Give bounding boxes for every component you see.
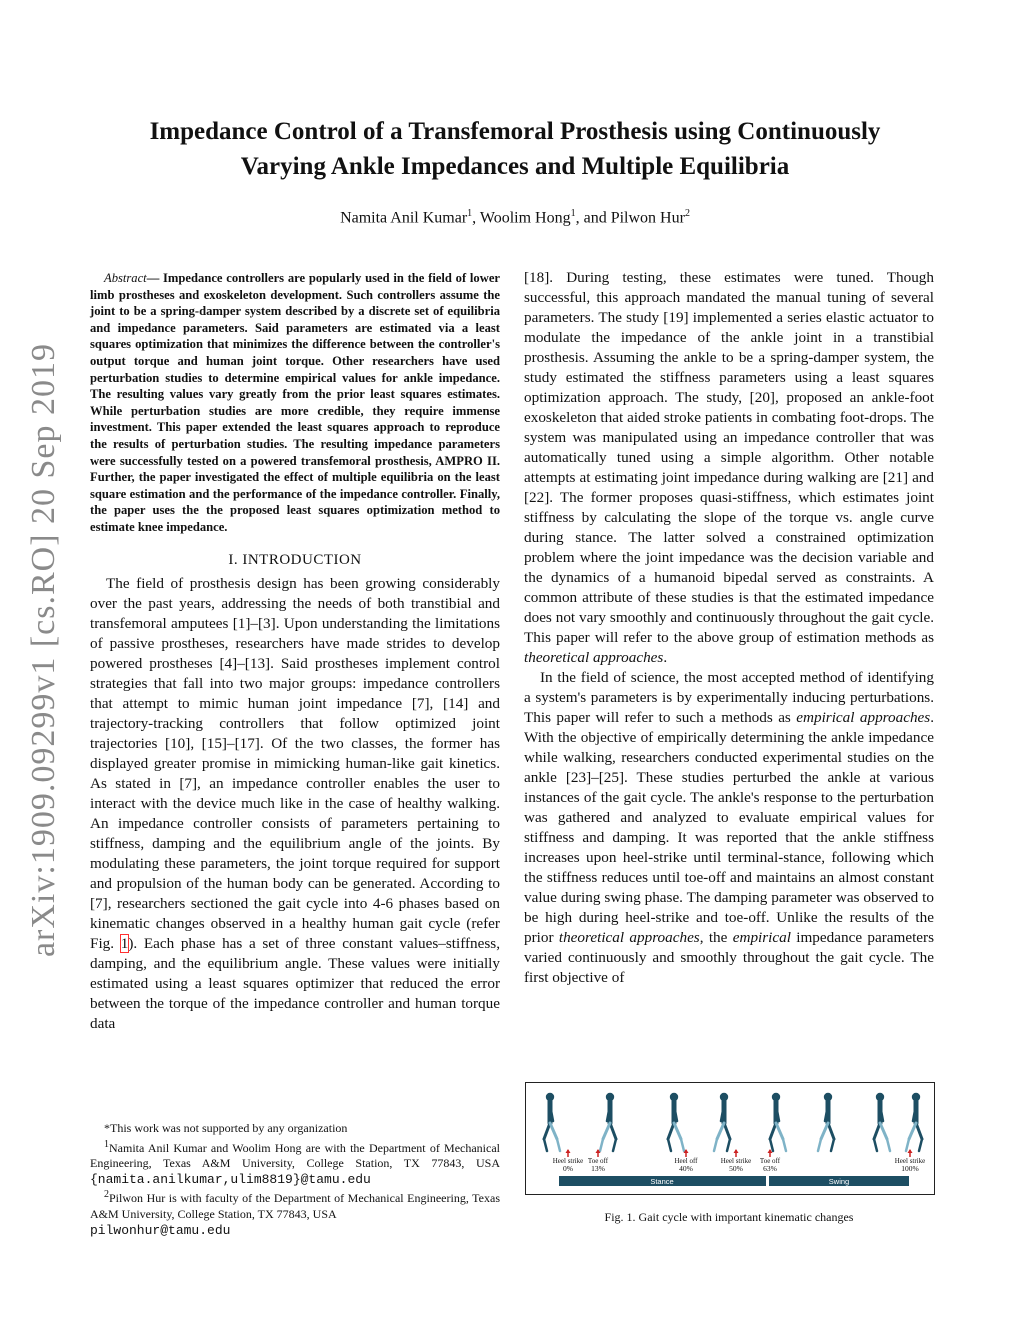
title-line-1: Impedance Control of a Transfemoral Prosthesis using Continuously bbox=[149, 118, 881, 145]
figure-leg bbox=[770, 1139, 773, 1151]
prosthetic-leg bbox=[906, 1139, 909, 1151]
figure-leg bbox=[770, 1123, 776, 1139]
event-percentage: 13% bbox=[591, 1164, 605, 1173]
paragraph-text: . bbox=[663, 649, 668, 666]
abstract-text: — Impedance controllers are popularly used in the field of lower limb prostheses and exoskeleton development. Such controllers assume the joint to be a spring-damper system described by a discrete set of equilibria and impedance parameters. Said parameters are estimated via a least squares optimization that minimizes the difference between the controller's output torque and human joint torque. Other researchers have used perturbation studies to determine empirical values for ankle impedance. The resulting values vary greatly from the prior least squares estimates. While perturbation studies are more credible, they require immense investment. This paper extended the least squares approach to reproduce the results of perturbation studies. The resulting impedance parameters were successfully tested on a powered transfemoral prosthesis, AMPRO II. Further, the paper investigated the effect of multiple equilibria on the least square estimation and the performance of the impedance controller. Finally, the paper uses the the proposed least squares optimization method to estimate knee impedance. bbox=[90, 271, 500, 534]
prosthetic-leg bbox=[821, 1123, 828, 1139]
footnote-marker: 2 bbox=[104, 1189, 109, 1201]
event-label: Heel strike bbox=[894, 1157, 926, 1165]
author-list: Namita Anil Kumar$^1$, Woolim Hong$^1$, and Pilwon Hur$^2$ bbox=[340, 208, 690, 227]
body-paragraph bbox=[524, 668, 934, 988]
event-arrow-head bbox=[908, 1149, 913, 1153]
author-name: Woolim Hong bbox=[479, 209, 571, 227]
event-percentage: 100% bbox=[901, 1164, 919, 1173]
figure-leg bbox=[828, 1123, 834, 1139]
prosthetic-leg bbox=[557, 1139, 560, 1151]
event-label: Heel off bbox=[674, 1157, 698, 1165]
email-address: {namita.anilkumar,ulim8819}@tamu.edu bbox=[90, 1171, 371, 1187]
intro-paragraph bbox=[90, 574, 500, 1034]
prosthetic-leg bbox=[776, 1123, 783, 1139]
figure-leg bbox=[668, 1139, 671, 1151]
emphasis-text: theoretical approaches bbox=[558, 929, 700, 946]
event-percentage: 50% bbox=[729, 1164, 743, 1173]
paragraph-text: The field of prosthesis design has been growing considerably over the past years, addressing the needs of both transtibial and transfemoral amputees [1]–[3]. Upon understanding the limitations of passive prostheses, researchers have made strides to develop powered prostheses [4]–[13]. Said prostheses implement control strategies that fall into two major groups: impedance controllers that attempt to mimic human joint impedance [7], [14] and trajectory-tracking controllers that follow optimized joint trajectories [10], [15]–[17]. Of the two classes, the former has displayed greater promise in mimicking human-like gait kinetics. As stated in [7], an impedance controller enables the user to interact with the device much like in the case of healthy walking. An impedance controller consists of parameters pertaining to stiffness, damping and the equilibrium angle of the joints. By modulating these parameters, the joint torque required for support and propulsion of the human body can be generated. According to [7], researchers sectioned the gait cycle into 4-6 phases based on kinematic changes observed in a healthy human gait cycle (refer Fig. bbox=[90, 574, 500, 952]
figure-caption: Fig. 1. Gait cycle with important kinematic changes bbox=[604, 1210, 854, 1224]
gait-cycle-figure bbox=[525, 1082, 935, 1195]
paragraph-text: [18]. During testing, these estimates were tuned. Though successful, this approach mandated the manual tuning of several parameters. The study [19] implemented a series elastic actuator to modulate the impedance of the ankle joint in a transtibial prosthesis. Assuming the ankle to be a spring-damper system, the study estimated the stiffness parameters using a least squares optimization approach. The study, [20], proposed an ankle-foot exoskeleton that aided stroke patients in combating foot-drops. The system was manipulated using an impedance controller that was automatically tuned using a simple algorithm. Other notable attempts at estimating joint impedance during walking are [21] and [22]. The former proposes quasi-stiffness, which estimates joint stiffness by calculating the slope of the torque vs. angle curve during stance. The latter solved a constrained optimization problem where the joint impedance was the decision variable and the dynamics of a humanoid bipedal served as constraints. A common attribute of these studies is that the estimated impedance does not vary smoothly and continuously throughout the gait cycle. This paper will refer to the above group of estimation methods as bbox=[524, 269, 934, 646]
figure-leg bbox=[916, 1123, 922, 1139]
prosthetic-leg bbox=[550, 1123, 557, 1139]
swing-phase-label: Swing bbox=[828, 1177, 850, 1186]
author-affiliation: 2 bbox=[684, 208, 690, 219]
figure-leg bbox=[610, 1123, 616, 1139]
paragraph-text: , the bbox=[699, 929, 733, 946]
figure-leg bbox=[874, 1139, 877, 1151]
event-percentage: 63% bbox=[763, 1164, 777, 1173]
footnote-funding: *This work was not supported by any organization bbox=[104, 1121, 348, 1135]
author-separator: , and bbox=[575, 209, 611, 227]
prosthetic-leg bbox=[909, 1123, 916, 1139]
event-label: Toe off bbox=[587, 1157, 609, 1165]
author-affiliation: 1 bbox=[570, 208, 576, 219]
right-column bbox=[524, 268, 934, 988]
figure-leg bbox=[874, 1123, 880, 1139]
footnotes bbox=[90, 1121, 500, 1238]
event-arrow-head bbox=[566, 1149, 571, 1153]
paragraph-text: In the field of science, the most accepted method of identifying a system's parameters is by experimentally inducing perturbations. This paper will refer to such a methods as bbox=[524, 669, 934, 726]
body-paragraph bbox=[524, 268, 934, 668]
footnote-text: Pilwon Hur is with faculty of the Department of Mechanical Engineering, Texas A&M University, College Station, TX 77843, USA bbox=[90, 1191, 500, 1221]
prosthetic-leg bbox=[818, 1139, 821, 1151]
event-percentage: 40% bbox=[679, 1164, 693, 1173]
abstract-label: Abstract bbox=[104, 271, 147, 285]
arxiv-sidebar bbox=[14, 342, 74, 958]
event-label: Heel strike bbox=[720, 1157, 752, 1165]
event-label: Heel strike bbox=[552, 1157, 584, 1165]
stance-phase-label: Stance bbox=[650, 1177, 674, 1186]
figure-leg bbox=[544, 1123, 550, 1139]
footnote-affiliation-2 bbox=[90, 1187, 500, 1238]
paragraph-text: impedance parameters varied continuously and smoothly throughout the gait cycle. The first objective of bbox=[524, 929, 934, 986]
paragraph-text: ). Each phase has a set of three constant values–stiffness, damping, and the equilibrium angle. These values were initially estimated using a least squares optimizer that reduced the error between the torque of the impedance controller and human torque data bbox=[90, 934, 501, 1032]
figure-leg bbox=[831, 1139, 834, 1151]
prosthetic-leg bbox=[714, 1139, 717, 1151]
figure-leg bbox=[919, 1139, 922, 1151]
prosthetic-leg bbox=[674, 1123, 681, 1139]
title-line-2: Varying Ankle Impedances and Multiple Equilibria bbox=[240, 153, 790, 180]
prosthetic-leg bbox=[783, 1139, 786, 1151]
footnote-text: Namita Anil Kumar and Woolim Hong are with the Department of Mechanical Engineering, Texas A&M University, College Station, TX 77843, USA bbox=[90, 1140, 500, 1171]
prosthetic-leg bbox=[887, 1139, 890, 1151]
event-arrow-head bbox=[734, 1149, 739, 1153]
footnote-marker: 1 bbox=[104, 1138, 109, 1150]
figure-leg bbox=[544, 1139, 547, 1151]
prosthetic-leg bbox=[717, 1123, 724, 1139]
email-address: pilwonhur@tamu.edu bbox=[90, 1222, 231, 1238]
figure-leg bbox=[613, 1139, 616, 1151]
prosthetic-leg bbox=[681, 1139, 684, 1151]
event-label: Toe off bbox=[759, 1157, 781, 1165]
paper-title bbox=[90, 114, 940, 184]
figure-leg bbox=[724, 1123, 730, 1139]
author-affiliation: 1 bbox=[467, 208, 473, 219]
prosthetic-leg bbox=[603, 1123, 610, 1139]
abstract bbox=[90, 270, 500, 536]
section-heading-introduction: I. INTRODUCTION bbox=[228, 551, 362, 568]
author-name: Pilwon Hur bbox=[610, 209, 685, 227]
author-name: Namita Anil Kumar bbox=[340, 209, 468, 227]
footnote-affiliation-1 bbox=[90, 1137, 500, 1188]
prosthetic-leg bbox=[880, 1123, 887, 1139]
emphasis-text: theoretical approaches bbox=[524, 649, 664, 666]
emphasis-text: empirical bbox=[732, 929, 791, 946]
figure-leg bbox=[727, 1139, 730, 1151]
paragraph-text: . With the objective of empirically determining the ankle impedance while walking, researchers conducted experimental studies on the ankle [23]–[25]. These studies perturbed the ankle at various instances of the gait cycle. The ankle's response to the perturbation was gathered and analyzed to evaluate empirical values for stiffness and damping. It was reported that the ankle stiffness increases upon heel-strike until terminal-stance, following which the stiffness reduces until toe-off and maintains an almost constant value during swing phase. The damping parameter was observed to be high during heel-strike and toe-off. Unlike the results of the prior bbox=[524, 709, 934, 946]
figure-reference-link[interactable]: 1 bbox=[120, 934, 129, 952]
prosthetic-leg bbox=[600, 1139, 603, 1151]
left-column bbox=[90, 270, 500, 1034]
event-percentage: 0% bbox=[563, 1164, 573, 1173]
arxiv-identifier: arXiv:1909.09299v1 [cs.RO] 20 Sep 2019 bbox=[25, 342, 62, 958]
emphasis-text: empirical approaches bbox=[796, 709, 931, 726]
figure-leg bbox=[668, 1123, 674, 1139]
gait-cycle-illustration bbox=[526, 1083, 934, 1194]
